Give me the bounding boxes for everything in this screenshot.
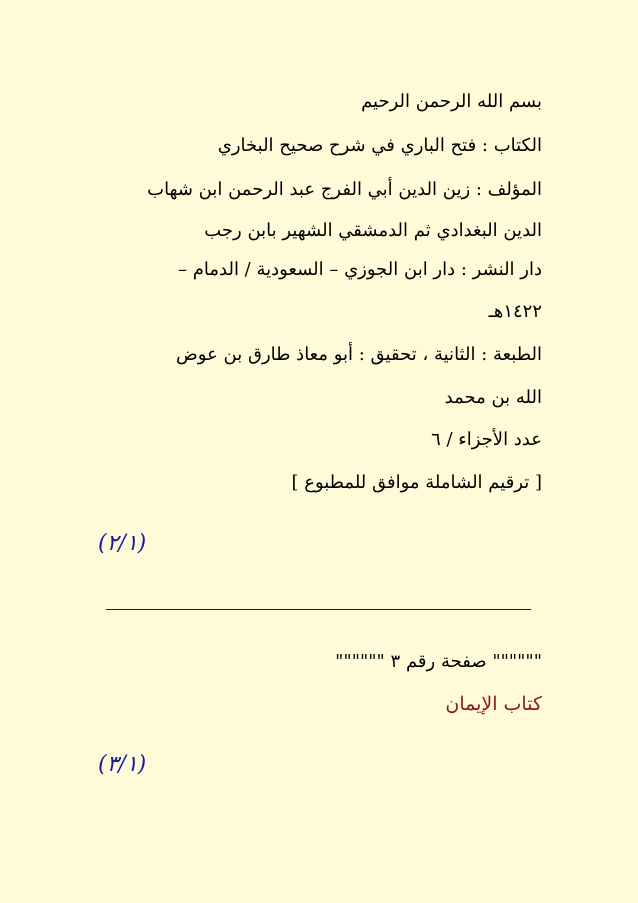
chapter-title: كتاب الإيمان	[445, 693, 542, 715]
author-line-2: الدين البغدادي ثم الدمشقي الشهير بابن رجب	[204, 220, 542, 241]
basmala: بسم الله الرحمن الرحيم	[361, 91, 542, 112]
edition-line-2: الله بن محمد	[444, 387, 542, 408]
separator-rule	[106, 609, 531, 610]
page-marker: """""" صفحة رقم ٣ """"""	[335, 651, 542, 672]
book-title: الكتاب : فتح الباري في شرح صحيح البخاري	[217, 135, 542, 156]
page-reference: (٢/١)	[98, 531, 147, 556]
edition-line-1: الطبعة : الثانية ، تحقيق : أبو معاذ طارق بن عوض	[176, 344, 542, 365]
publisher-line-2: ١٤٢٢هـ	[488, 301, 542, 322]
numbering-note: [ ترقيم الشاملة موافق للمطبوع ]	[291, 472, 542, 493]
volumes-count: عدد الأجزاء / ٦	[431, 429, 542, 450]
publisher-line-1: دار النشر : دار ابن الجوزي – السعودية / الدمام –	[178, 259, 542, 280]
author-line-1: المؤلف : زين الدين أبي الفرج عبد الرحمن ابن شهاب	[147, 179, 542, 200]
page-reference: (٣/١)	[98, 752, 147, 777]
